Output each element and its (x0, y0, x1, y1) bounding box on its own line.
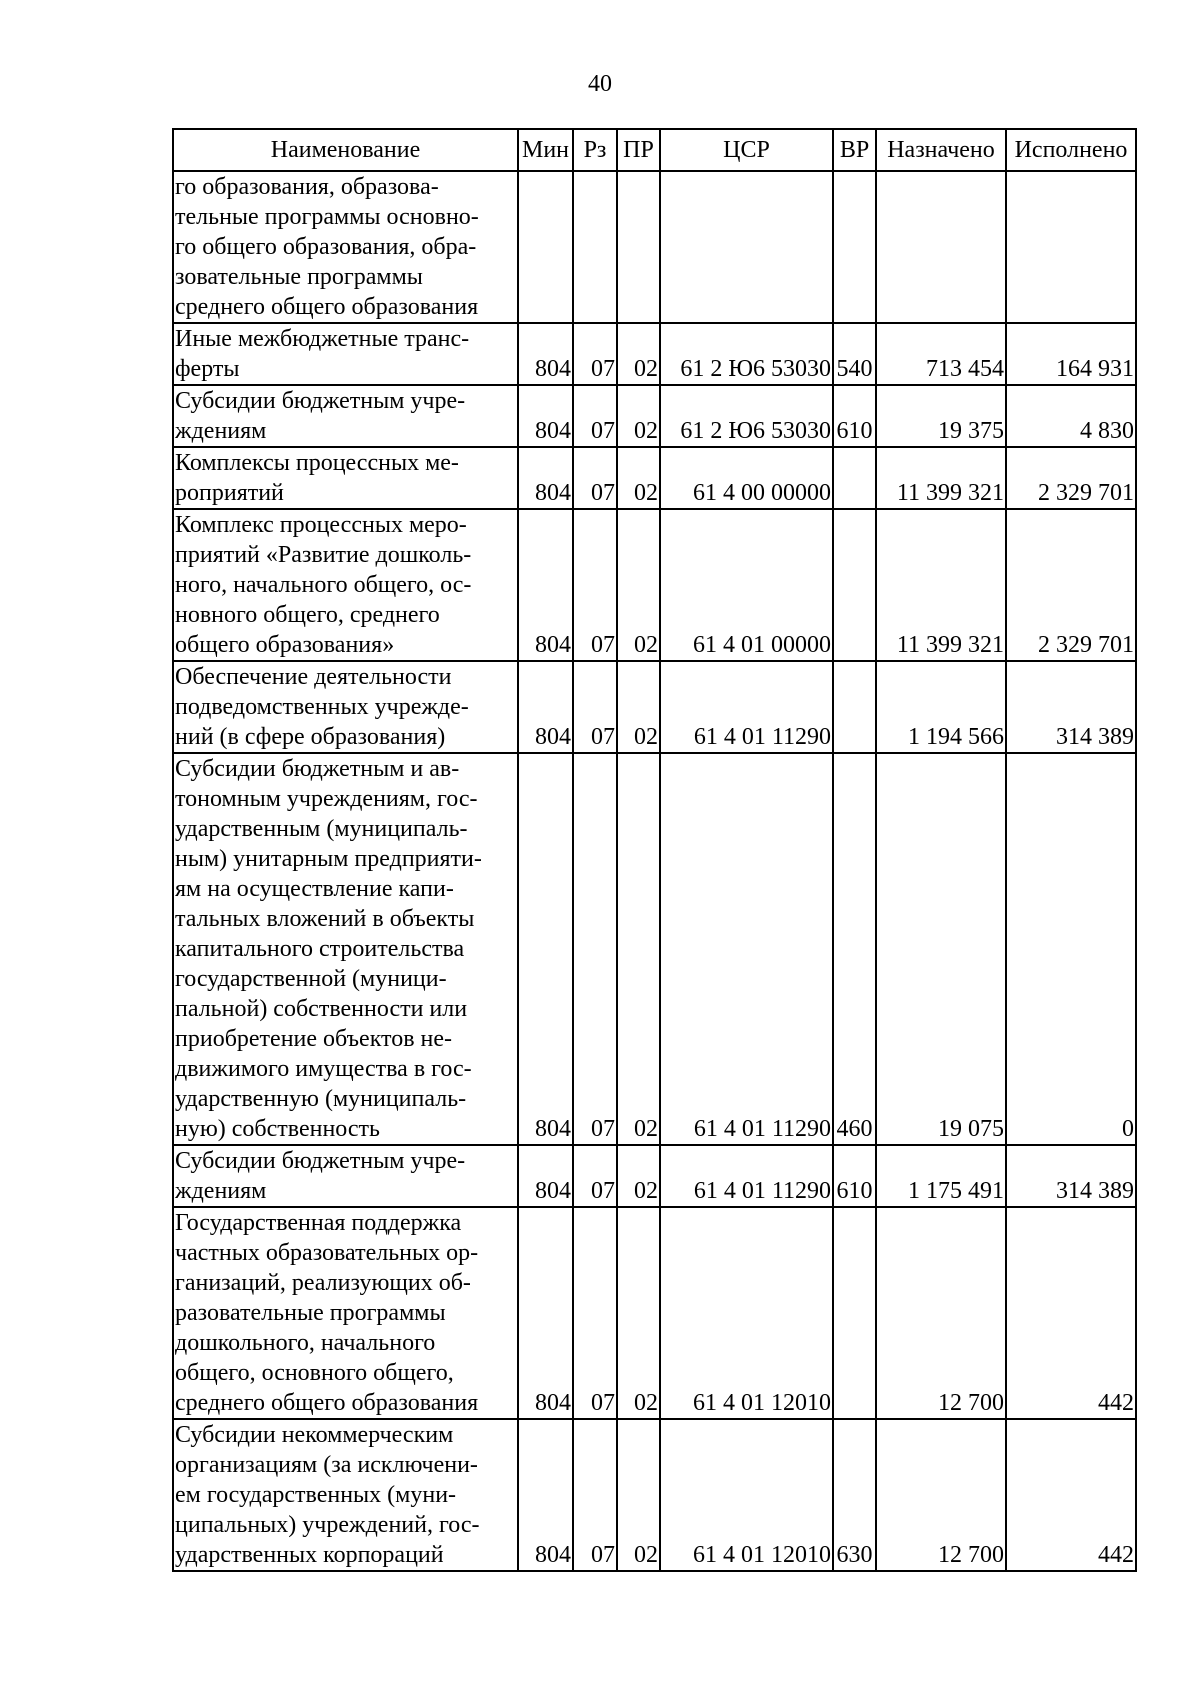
cell-name: Обеспечение деятельности подведомственных учрежде- ний (в сфере образования) (173, 661, 518, 753)
cell-csr (660, 171, 833, 323)
cell-executed: 314 389 (1006, 1145, 1136, 1207)
cell-csr: 61 4 01 11290 (660, 753, 833, 1145)
page-number: 40 (588, 71, 612, 97)
cell-rz: 07 (573, 385, 617, 447)
header-vr: ВР (833, 129, 876, 171)
cell-vr (833, 171, 876, 323)
cell-min (518, 171, 573, 323)
cell-min: 804 (518, 447, 573, 509)
cell-vr (833, 1207, 876, 1419)
cell-csr: 61 2 Ю6 53030 (660, 385, 833, 447)
cell-vr (833, 447, 876, 509)
cell-name: Комплекс процессных меро- приятий «Развитие дошколь- ного, начального общего, ос- новного общего, среднего общего образования» (173, 509, 518, 661)
cell-assigned: 1 175 491 (876, 1145, 1006, 1207)
cell-vr: 630 (833, 1419, 876, 1571)
cell-executed: 0 (1006, 753, 1136, 1145)
cell-rz (573, 171, 617, 323)
cell-csr: 61 4 01 11290 (660, 661, 833, 753)
cell-csr: 61 4 01 12010 (660, 1207, 833, 1419)
cell-rz: 07 (573, 1207, 617, 1419)
table-row (173, 753, 1136, 1145)
cell-name: Субсидии некоммерческим организациям (за исключени- ем государственных (муни- ципальных) учреждений, гос- ударственных корпораций (173, 1419, 518, 1571)
cell-executed (1006, 171, 1136, 323)
budget-table (172, 128, 1137, 1572)
table-row (173, 1145, 1136, 1207)
cell-executed: 164 931 (1006, 323, 1136, 385)
cell-executed: 2 329 701 (1006, 509, 1136, 661)
cell-assigned: 11 399 321 (876, 447, 1006, 509)
cell-csr: 61 4 01 12010 (660, 1419, 833, 1571)
cell-executed: 4 830 (1006, 385, 1136, 447)
cell-name: Субсидии бюджетным учре- ждениям (173, 385, 518, 447)
cell-executed: 2 329 701 (1006, 447, 1136, 509)
cell-name: Субсидии бюджетным и ав- тономным учреждениям, гос- ударственным (муниципаль- ным) унитарным предприяти- ям на осуществление капи- тальных вложений в объекты капитального строительства государственной (муници- пальной) собственности или приобретение объектов не- движимого имущества в гос- ударственную (муниципаль- ную) собственность (173, 753, 518, 1145)
table-row (173, 323, 1136, 385)
cell-vr (833, 509, 876, 661)
cell-assigned: 19 375 (876, 385, 1006, 447)
table-row (173, 509, 1136, 661)
cell-rz: 07 (573, 447, 617, 509)
cell-executed: 442 (1006, 1419, 1136, 1571)
cell-vr (833, 661, 876, 753)
cell-assigned (876, 171, 1006, 323)
cell-pr: 02 (617, 1207, 660, 1419)
cell-name: Субсидии бюджетным учре- ждениям (173, 1145, 518, 1207)
header-pr: ПР (617, 129, 660, 171)
cell-rz: 07 (573, 509, 617, 661)
header-executed: Исполнено (1006, 129, 1136, 171)
header-assigned: Назначено (876, 129, 1006, 171)
cell-rz: 07 (573, 661, 617, 753)
cell-vr: 540 (833, 323, 876, 385)
cell-vr: 610 (833, 1145, 876, 1207)
header-min: Мин (518, 129, 573, 171)
table-row (173, 661, 1136, 753)
cell-min: 804 (518, 753, 573, 1145)
cell-pr: 02 (617, 753, 660, 1145)
cell-csr: 61 4 00 00000 (660, 447, 833, 509)
cell-name: го образования, образова- тельные программы основно- го общего образования, обра- зовательные программы среднего общего образования (173, 171, 518, 323)
cell-vr: 460 (833, 753, 876, 1145)
cell-min: 804 (518, 509, 573, 661)
cell-assigned: 1 194 566 (876, 661, 1006, 753)
cell-rz: 07 (573, 753, 617, 1145)
table-row (173, 447, 1136, 509)
cell-vr: 610 (833, 385, 876, 447)
cell-executed: 442 (1006, 1207, 1136, 1419)
cell-pr: 02 (617, 661, 660, 753)
cell-assigned: 713 454 (876, 323, 1006, 385)
cell-pr: 02 (617, 323, 660, 385)
cell-min: 804 (518, 323, 573, 385)
cell-pr: 02 (617, 1145, 660, 1207)
cell-assigned: 12 700 (876, 1207, 1006, 1419)
table-row (173, 171, 1136, 323)
cell-min: 804 (518, 1419, 573, 1571)
cell-pr (617, 171, 660, 323)
cell-rz: 07 (573, 1145, 617, 1207)
cell-min: 804 (518, 1207, 573, 1419)
cell-name: Иные межбюджетные транс- ферты (173, 323, 518, 385)
header-row (173, 129, 1136, 171)
cell-pr: 02 (617, 509, 660, 661)
cell-name: Комплексы процессных ме- роприятий (173, 447, 518, 509)
cell-pr: 02 (617, 447, 660, 509)
cell-csr: 61 2 Ю6 53030 (660, 323, 833, 385)
cell-executed: 314 389 (1006, 661, 1136, 753)
table-row (173, 385, 1136, 447)
cell-pr: 02 (617, 1419, 660, 1571)
table-row (173, 1207, 1136, 1419)
cell-csr: 61 4 01 11290 (660, 1145, 833, 1207)
cell-rz: 07 (573, 1419, 617, 1571)
cell-assigned: 19 075 (876, 753, 1006, 1145)
cell-min: 804 (518, 385, 573, 447)
cell-min: 804 (518, 661, 573, 753)
cell-rz: 07 (573, 323, 617, 385)
cell-name: Государственная поддержка частных образовательных ор- ганизаций, реализующих об- разовательные программы дошкольного, начального общего, основного общего, среднего общего образования (173, 1207, 518, 1419)
header-name: Наименование (173, 129, 518, 171)
cell-csr: 61 4 01 00000 (660, 509, 833, 661)
cell-assigned: 11 399 321 (876, 509, 1006, 661)
table-row (173, 1419, 1136, 1571)
cell-assigned: 12 700 (876, 1419, 1006, 1571)
header-rz: Рз (573, 129, 617, 171)
header-csr: ЦСР (660, 129, 833, 171)
cell-pr: 02 (617, 385, 660, 447)
cell-min: 804 (518, 1145, 573, 1207)
